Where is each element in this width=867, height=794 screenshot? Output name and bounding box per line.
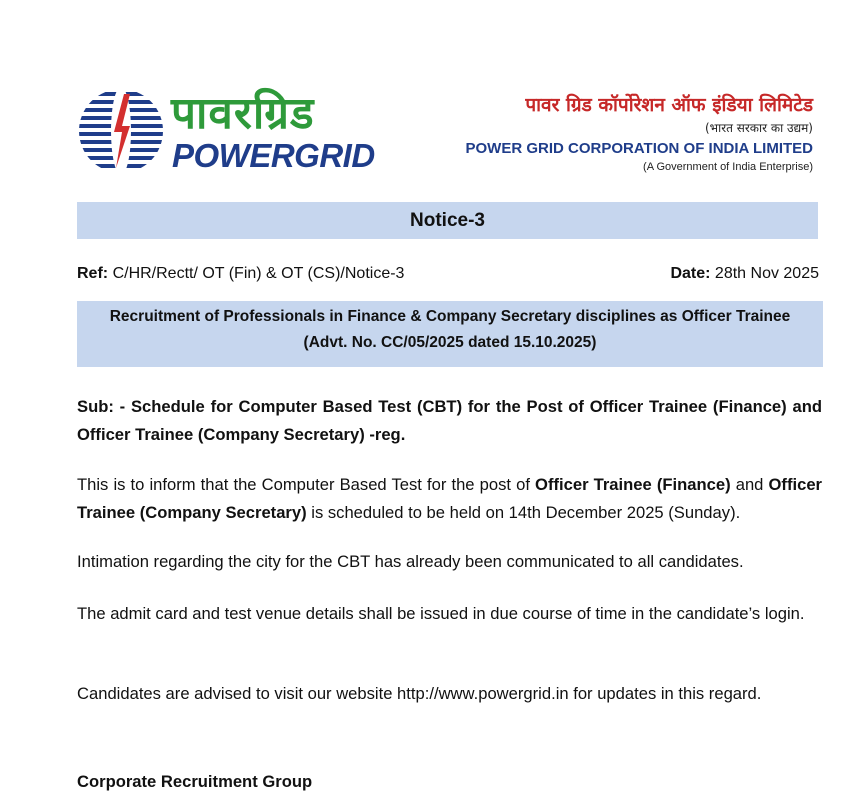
ref-value: C/HR/Rectt/ OT (Fin) & OT (CS)/Notice-3: [112, 265, 405, 282]
city-intimation-paragraph: Intimation regarding the city for the CBT has already been communicated to all candidates.: [77, 552, 744, 571]
date-value: 28th Nov 2025: [714, 265, 819, 282]
logo-english-text: POWERGRID: [172, 137, 375, 174]
powergrid-logo: [76, 86, 375, 186]
company-tagline-english: (A Government of India Enterprise): [643, 161, 813, 173]
date-label: Date:: [670, 265, 711, 282]
signature-block: Corporate Recruitment Group: [77, 772, 313, 791]
para1-post-finance: Officer Trainee (Finance): [535, 475, 731, 494]
company-name-english: POWER GRID CORPORATION OF INDIA LIMITED: [465, 140, 813, 157]
reference-line: [77, 263, 404, 285]
para1-text-1: This is to inform that the Computer Based Test for the post of: [77, 475, 536, 494]
notice-title: Notice-3: [410, 210, 485, 231]
date-line: [670, 263, 819, 285]
recruitment-banner: [77, 301, 823, 367]
subject-line: Sub: - Schedule for Computer Based Test (CBT) for the Post of Officer Trainee (Finance) and Officer Trainee (Company Secretary) -reg.: [77, 397, 822, 444]
powergrid-emblem-icon: [76, 86, 166, 176]
recruitment-title: Recruitment of Professionals in Finance & Company Secretary disciplines as Officer Trainee: [109, 308, 791, 325]
para1-text-2: and: [730, 475, 769, 494]
company-name-hindi: पावर ग्रिड कॉर्पोरेशन ऑफ इंडिया लिमिटेड: [525, 94, 813, 116]
advertisement-number: (Advt. No. CC/05/2025 dated 15.10.2025): [303, 334, 597, 351]
cbt-schedule-paragraph: [77, 471, 822, 527]
logo-hindi-text: पावरग्रिड: [171, 88, 315, 139]
admit-card-paragraph: The admit card and test venue details shall be issued in due course of time in the candidate’s login.: [77, 604, 805, 623]
para1-post-cs: Officer Trainee (Company Secretary): [77, 475, 822, 522]
ref-label: Ref:: [77, 265, 109, 282]
website-advice-paragraph: Candidates are advised to visit our website http://www.powergrid.in for updates in this regard.: [77, 684, 762, 703]
notice-title-bar: [77, 202, 818, 239]
corporation-name-block: [393, 93, 813, 174]
para1-text-3: is scheduled to be held on 14th December 2025 (Sunday).: [306, 503, 741, 522]
company-tagline-hindi: (भारत सरकार का उद्यम): [705, 121, 813, 135]
